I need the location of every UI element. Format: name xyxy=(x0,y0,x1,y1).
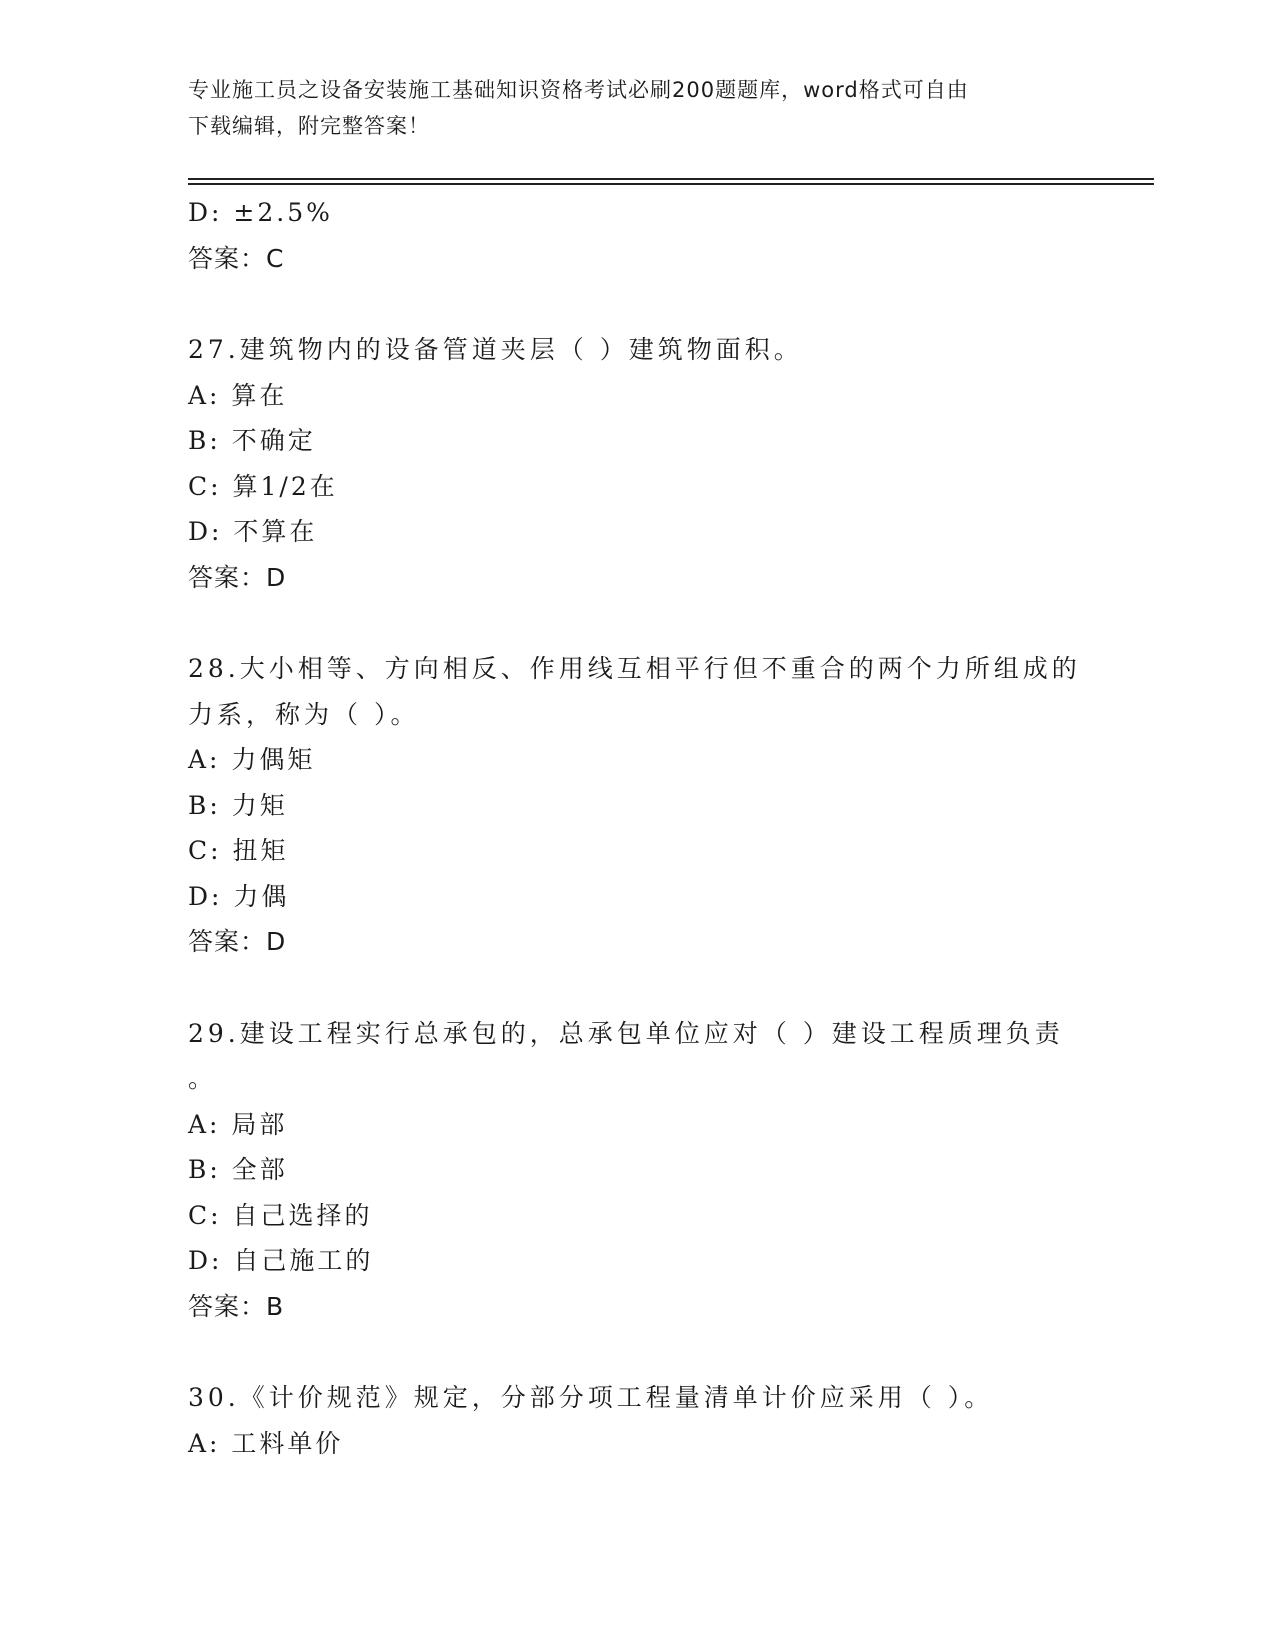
prev-option-d: D: ±2.5% xyxy=(188,198,333,227)
option-a: A: 算在 xyxy=(188,380,288,410)
question-text: 27.建筑物内的设备管道夹层（ ）建筑物面积。 xyxy=(188,335,803,364)
option-c: C: 扭矩 xyxy=(188,836,289,865)
option-c: C: 自己选择的 xyxy=(188,1200,373,1230)
header-line-2: 下载编辑，附完整答案！ xyxy=(188,114,430,138)
option-c: C: 算1/2在 xyxy=(188,471,338,501)
option-b: B: 力矩 xyxy=(188,790,288,820)
option-d: D: 不算在 xyxy=(188,517,318,546)
option-a: A: 力偶矩 xyxy=(188,745,316,774)
option-d: D: 力偶 xyxy=(188,881,290,911)
question-text-line-1: 29.建设工程实行总承包的，总承包单位应对（ ）建设工程质理负责 xyxy=(188,1018,1064,1048)
question-list xyxy=(188,190,1088,1466)
question-27 xyxy=(188,327,1088,600)
header-line-1: 专业施工员之设备安装施工基础知识资格考试必刷200题题库，word格式可自由 xyxy=(188,78,969,102)
answer: 答案：D xyxy=(188,927,287,956)
question-text: 30.《计价规范》规定，分部分项工程量清单计价应采用（ ）。 xyxy=(188,1383,994,1412)
document-header xyxy=(188,72,1088,144)
option-b: B: 全部 xyxy=(188,1155,288,1184)
question-30 xyxy=(188,1375,1088,1466)
question-text-line-1: 28.大小相等、方向相反、作用线互相平行但不重合的两个力所组成的 xyxy=(188,654,1081,683)
header-divider-top xyxy=(188,178,1154,180)
answer: 答案：D xyxy=(188,562,287,592)
option-b: B: 不确定 xyxy=(188,426,316,455)
question-28 xyxy=(188,646,1088,965)
prev-answer: 答案：C xyxy=(188,243,285,273)
option-a: A: 工料单价 xyxy=(188,1428,344,1458)
option-a: A: 局部 xyxy=(188,1109,288,1139)
question-29 xyxy=(188,1011,1088,1330)
header-divider-bottom xyxy=(188,183,1154,185)
question-text-line-2: 力系，称为（ ）。 xyxy=(188,699,420,729)
answer: 答案：B xyxy=(188,1291,285,1321)
question-text-line-2: 。 xyxy=(188,1064,218,1093)
option-d: D: 自己施工的 xyxy=(188,1246,374,1275)
